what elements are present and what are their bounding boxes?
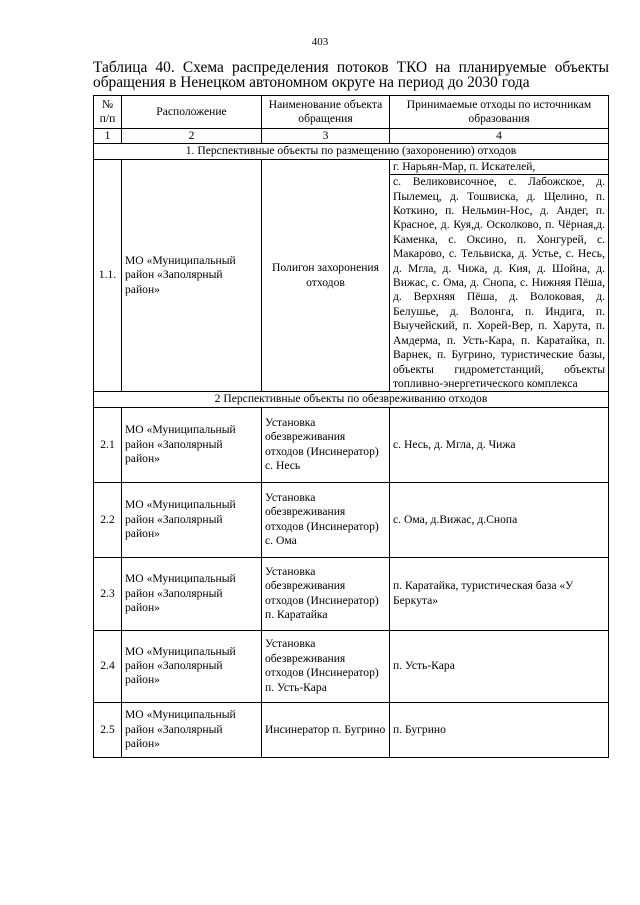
header-number: № п/п: [94, 96, 122, 129]
table-row: [94, 482, 609, 557]
column-number: 4: [390, 129, 609, 144]
row-object: Установка обезвреживания отходов (Инсинератор) с. Ома: [262, 482, 390, 557]
column-number-row: [94, 129, 609, 144]
row-sources: п. Каратайка, туристическая база «У Беркута»: [390, 557, 609, 630]
row-number: 2.3: [94, 557, 122, 630]
table-row: [94, 702, 609, 757]
row-object: Установка обезвреживания отходов (Инсинератор) п. Усть-Кара: [262, 630, 390, 702]
table-row: [94, 407, 609, 482]
row-number: 2.5: [94, 702, 122, 757]
row-object: Установка обезвреживания отходов (Инсинератор) п. Каратайка: [262, 557, 390, 630]
row-location: МО «Муниципальный район «Заполярный район»: [122, 482, 262, 557]
row-location: МО «Муниципальный район «Заполярный район»: [122, 557, 262, 630]
row-location: МО «Муниципальный район «Заполярный район»: [122, 702, 262, 757]
column-number: 2: [122, 129, 262, 144]
table-caption: Таблица 40. Схема распределения потоков ТКО на планируемые объекты обращения в Ненецком автономном округе на период до 2030 года: [93, 59, 609, 91]
row-number: 2.2: [94, 482, 122, 557]
section-heading: 2 Перспективные объекты по обезвреживанию отходов: [94, 392, 609, 407]
row-location: МО «Муниципальный район «Заполярный район»: [122, 159, 262, 392]
row-sources-top: г. Нарьян-Мар, п. Искателей,: [390, 159, 609, 174]
waste-flow-table: [93, 95, 609, 758]
row-location: МО «Муниципальный район «Заполярный район»: [122, 630, 262, 702]
section-heading-row: [94, 144, 609, 159]
row-sources: с. Ома, д.Вижас, д.Снопа: [390, 482, 609, 557]
row-number: 1.1.: [94, 159, 122, 392]
table-row: [94, 630, 609, 702]
header-location: Расположение: [122, 96, 262, 129]
row-object: Полигон захоронения отходов: [262, 159, 390, 392]
header-object: Наименование объекта обращения: [262, 96, 390, 129]
table-row: [94, 557, 609, 630]
row-number: 2.1: [94, 407, 122, 482]
page-number: 403: [311, 36, 329, 48]
section-heading: 1. Перспективные объекты по размещению (захоронению) отходов: [94, 144, 609, 159]
column-number: 3: [262, 129, 390, 144]
row-sources: п. Бугрино: [390, 702, 609, 757]
header-sources: Принимаемые отходы по источникам образования: [390, 96, 609, 129]
section-heading-row: [94, 392, 609, 407]
row-location: МО «Муниципальный район «Заполярный район»: [122, 407, 262, 482]
row-object: Инсинератор п. Бугрино: [262, 702, 390, 757]
row-object: Установка обезвреживания отходов (Инсинератор) с. Несь: [262, 407, 390, 482]
row-sources: п. Усть-Кара: [390, 630, 609, 702]
column-number: 1: [94, 129, 122, 144]
row-sources: с. Великовисочное, с. Лабожское, д. Пылемец, д. Тошвиска, д. Щелино, п. Коткино, п. Нельмин-Нос, д. Андег, п. Красное, д. Куя,д. Осколково, п. Чёрная,д. Каменка, с. Оксино, п. Хонгурей, с. Макарово, с. Тельвиска, д. Устье, с. Несь, д. Мгла, д. Чижа, д. Кия, д. Шойна, д. Вижас, с. Ома, д. Снопа, с. Нижняя Пёша, д. Верхняя Пёша, д. Волоковая, д. Белушье, д. Волонга, п. Индига, п. Выучейский, п. Хорей-Вер, п. Харута, п. Амдерма, п. Усть-Кара, п. Каратайка, п. Варнек, п. Бугрино, туристические базы, объекты гидрометстанций, объекты топливно-энергетического комплекса: [390, 175, 609, 392]
row-sources: с. Несь, д. Мгла, д. Чижа: [390, 407, 609, 482]
table-row: [94, 159, 609, 174]
table-header-row: [94, 96, 609, 129]
row-number: 2.4: [94, 630, 122, 702]
